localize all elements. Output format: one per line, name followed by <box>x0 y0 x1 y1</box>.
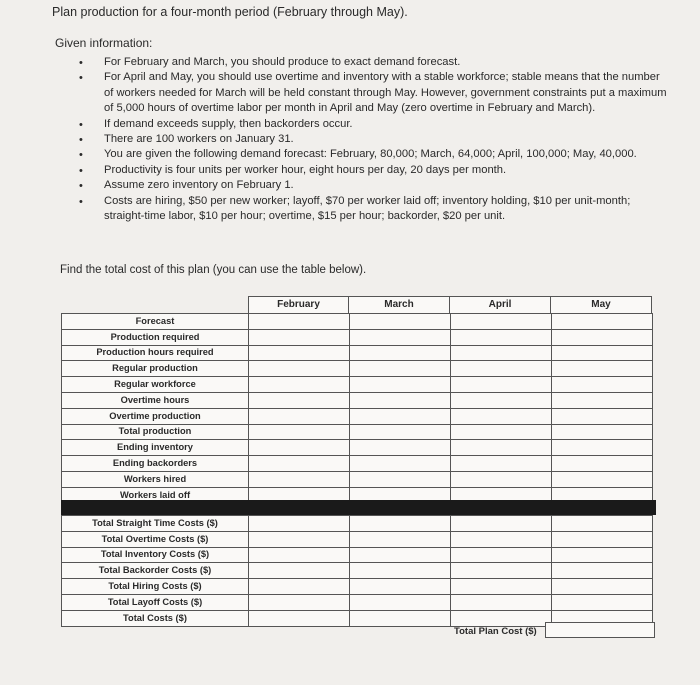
input-cell[interactable] <box>451 516 552 532</box>
input-cell[interactable] <box>552 516 653 532</box>
input-cell[interactable] <box>451 440 552 456</box>
list-item: • If demand exceeds supply, then backorders occur. <box>72 117 672 132</box>
input-cell[interactable] <box>350 314 451 330</box>
input-cell[interactable] <box>451 579 552 595</box>
bullet-icon: • <box>79 118 83 131</box>
bullet-icon: • <box>79 164 83 177</box>
table-row <box>62 516 653 532</box>
row-label: Regular workforce <box>62 377 249 393</box>
month-header-cell: April <box>450 296 551 314</box>
input-cell[interactable] <box>552 579 653 595</box>
row-label: Total Overtime Costs ($) <box>62 531 249 547</box>
input-cell[interactable] <box>249 610 350 626</box>
input-cell[interactable] <box>552 361 653 377</box>
table-row <box>62 329 653 345</box>
list-item: • Assume zero inventory on February 1. <box>72 178 672 193</box>
input-cell[interactable] <box>350 408 451 424</box>
table-row <box>62 345 653 361</box>
list-item: • For February and March, you should produce to exact demand forecast. <box>72 55 672 70</box>
input-cell[interactable] <box>350 547 451 563</box>
input-cell[interactable] <box>451 594 552 610</box>
page-title: Plan production for a four-month period (February through May). <box>52 5 408 19</box>
row-label: Total Inventory Costs ($) <box>62 547 249 563</box>
row-label: Overtime hours <box>62 392 249 408</box>
input-cell[interactable] <box>249 471 350 487</box>
month-header <box>248 296 652 314</box>
month-header-cell: March <box>349 296 450 314</box>
input-cell[interactable] <box>350 329 451 345</box>
table-row <box>62 563 653 579</box>
input-cell[interactable] <box>451 531 552 547</box>
table-row <box>62 361 653 377</box>
input-cell[interactable] <box>350 345 451 361</box>
input-cell[interactable] <box>350 563 451 579</box>
bullet-icon: • <box>79 195 83 208</box>
input-cell[interactable] <box>451 424 552 440</box>
input-cell[interactable] <box>350 531 451 547</box>
bullet-icon: • <box>79 57 83 69</box>
input-cell[interactable] <box>350 516 451 532</box>
list-item: • For April and May, you should use overtime and inventory with a stable workforce; stable means that the number of workers needed for March will be held constant through May. However, government constraints put a maximum of 5,000 hours of overtime labor per month in April and May (zero overtime in February and March). <box>79 71 667 115</box>
table-row <box>62 314 653 330</box>
table-row <box>62 547 653 563</box>
input-cell[interactable] <box>249 408 350 424</box>
input-cell[interactable] <box>249 456 350 472</box>
input-cell[interactable] <box>350 594 451 610</box>
total-plan-cost-input[interactable] <box>545 622 655 638</box>
input-cell[interactable] <box>249 361 350 377</box>
input-cell[interactable] <box>249 392 350 408</box>
bullet-icon: • <box>79 149 83 162</box>
input-cell[interactable] <box>249 531 350 547</box>
input-cell[interactable] <box>451 361 552 377</box>
input-cell[interactable] <box>552 531 653 547</box>
input-cell[interactable] <box>249 345 350 361</box>
input-cell[interactable] <box>249 563 350 579</box>
input-cell[interactable] <box>451 329 552 345</box>
table-row <box>62 531 653 547</box>
row-label: Workers laid off <box>62 487 249 503</box>
month-header-cell: May <box>551 296 652 314</box>
input-cell[interactable] <box>552 471 653 487</box>
input-cell[interactable] <box>552 456 653 472</box>
table-row <box>62 392 653 408</box>
input-cell[interactable] <box>451 563 552 579</box>
row-label: Ending backorders <box>62 456 249 472</box>
row-label: Ending inventory <box>62 440 249 456</box>
list-item: • Costs are hiring, $50 per new worker; layoff, $70 per worker laid off; inventory holding, $10 per unit-month; straight-time labor, $10 per hour; overtime, $15 per hour; backorder, $20 per unit. <box>79 194 631 223</box>
total-plan-cost-label: Total Plan Cost ($) <box>454 626 537 637</box>
input-cell[interactable] <box>451 547 552 563</box>
month-header-cell: February <box>248 296 349 314</box>
input-cell[interactable] <box>350 471 451 487</box>
input-cell[interactable] <box>451 456 552 472</box>
input-cell[interactable] <box>249 516 350 532</box>
section-divider <box>61 500 656 515</box>
table-row <box>62 424 653 440</box>
input-cell[interactable] <box>249 440 350 456</box>
table-row <box>62 456 653 472</box>
table-row <box>62 377 653 393</box>
input-cell[interactable] <box>350 610 451 626</box>
input-cell[interactable] <box>552 408 653 424</box>
input-cell[interactable] <box>350 424 451 440</box>
input-cell[interactable] <box>350 392 451 408</box>
input-cell[interactable] <box>451 377 552 393</box>
input-cell[interactable] <box>350 361 451 377</box>
input-cell[interactable] <box>249 594 350 610</box>
row-label: Production hours required <box>62 345 249 361</box>
input-cell[interactable] <box>249 579 350 595</box>
input-cell[interactable] <box>249 547 350 563</box>
input-cell[interactable] <box>350 440 451 456</box>
input-cell[interactable] <box>451 392 552 408</box>
input-cell[interactable] <box>552 594 653 610</box>
input-cell[interactable] <box>552 329 653 345</box>
input-cell[interactable] <box>552 345 653 361</box>
question-text: Find the total cost of this plan (you can use the table below). <box>60 264 367 276</box>
input-cell[interactable] <box>249 377 350 393</box>
input-cell[interactable] <box>451 314 552 330</box>
table-row <box>62 471 653 487</box>
bullet-icon: • <box>79 72 83 85</box>
input-cell[interactable] <box>451 610 552 626</box>
row-label: Overtime production <box>62 408 249 424</box>
row-label: Total Costs ($) <box>62 610 249 626</box>
row-label: Total Straight Time Costs ($) <box>62 516 249 532</box>
bullet-icon: • <box>79 180 83 193</box>
table-row <box>62 408 653 424</box>
input-cell[interactable] <box>350 456 451 472</box>
input-cell[interactable] <box>451 471 552 487</box>
list-item: • There are 100 workers on January 31. <box>72 132 672 147</box>
table-row <box>62 579 653 595</box>
given-heading: Given information: <box>55 36 153 50</box>
row-label: Regular production <box>62 361 249 377</box>
table-row <box>62 440 653 456</box>
list-item: • Productivity is four units per worker hour, eight hours per day, 20 days per month. <box>72 163 672 178</box>
bullet-icon: • <box>79 134 83 147</box>
row-label: Total Hiring Costs ($) <box>62 579 249 595</box>
input-cell[interactable] <box>350 579 451 595</box>
row-label: Total Backorder Costs ($) <box>62 563 249 579</box>
input-cell[interactable] <box>552 424 653 440</box>
input-cell[interactable] <box>350 377 451 393</box>
input-cell[interactable] <box>249 314 350 330</box>
given-list <box>72 55 672 224</box>
input-cell[interactable] <box>451 345 552 361</box>
input-cell[interactable] <box>552 314 653 330</box>
input-cell[interactable] <box>552 547 653 563</box>
row-label: Forecast <box>62 314 249 330</box>
list-item: • You are given the following demand forecast: February, 80,000; March, 64,000; April, 100,000; May, 40,000. <box>72 147 672 162</box>
row-label: Total production <box>62 424 249 440</box>
input-cell[interactable] <box>552 377 653 393</box>
input-cell[interactable] <box>249 424 350 440</box>
input-cell[interactable] <box>552 392 653 408</box>
input-cell[interactable] <box>249 329 350 345</box>
plan-table <box>61 313 653 504</box>
input-cell[interactable] <box>552 440 653 456</box>
row-label: Production required <box>62 329 249 345</box>
input-cell[interactable] <box>552 563 653 579</box>
table-row <box>62 594 653 610</box>
row-label: Total Layoff Costs ($) <box>62 594 249 610</box>
cost-table <box>61 515 653 627</box>
row-label: Workers hired <box>62 471 249 487</box>
input-cell[interactable] <box>451 408 552 424</box>
